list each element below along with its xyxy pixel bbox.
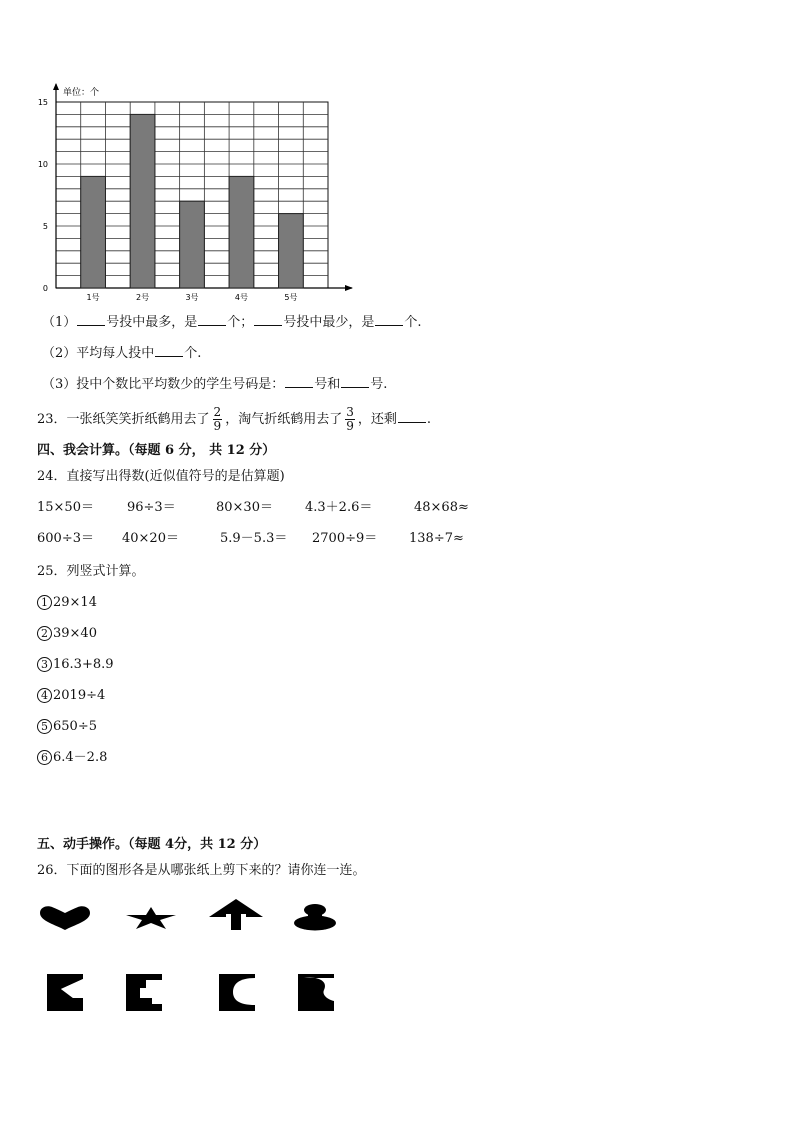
- answer-blank[interactable]: [341, 375, 369, 388]
- chart-bar: [180, 201, 205, 288]
- vertical-calc-item: 4 2019÷4: [37, 688, 105, 704]
- calc-item: 80×30＝: [216, 500, 273, 515]
- figure-eight-shape[interactable]: [292, 903, 338, 931]
- arrow-shape[interactable]: [208, 899, 264, 931]
- q22-part1: （1） 号投中最多，是 个； 号投中最少，是 个.: [42, 315, 422, 330]
- paper-triangle-notch[interactable]: [47, 974, 83, 1011]
- calc-item: 96÷3＝: [127, 500, 176, 515]
- calc-item: 2700÷9＝: [312, 531, 378, 546]
- q22-part2: （2）平均每人投中 个.: [42, 346, 202, 361]
- q22-part3: （3）投中个数比平均数少的学生号码是： 号和 号.: [42, 377, 388, 392]
- paper-curve-notch[interactable]: [298, 974, 334, 1011]
- vertical-calc-item: 1 29×14: [37, 595, 97, 611]
- bar-chart: [30, 80, 360, 305]
- answer-blank[interactable]: [254, 313, 282, 326]
- fraction-3-9: $\frac{3}{9}$: [346, 405, 354, 433]
- vertical-calc-item: 3 16.3+8.9: [37, 657, 114, 673]
- calc-item: 4.3＋2.6＝: [305, 500, 373, 515]
- chart-unit-label: 单位：个: [63, 88, 100, 98]
- calc-item: 15×50＝: [37, 500, 94, 515]
- question-25-title: 25．列竖式计算。: [37, 564, 145, 579]
- chart-x-tick-label: 2号: [135, 293, 150, 302]
- chart-y-tick-label: 10: [37, 160, 48, 169]
- chart-bar: [130, 114, 155, 288]
- answer-blank[interactable]: [285, 375, 313, 388]
- answer-blank[interactable]: [398, 410, 426, 423]
- chart-bar: [279, 214, 304, 288]
- star-shape[interactable]: [125, 906, 177, 930]
- question-26-title: 26．下面的图形各是从哪张纸上剪下来的？请你连一连。: [37, 863, 366, 878]
- chart-x-tick-label: 4号: [234, 293, 249, 302]
- answer-blank[interactable]: [198, 313, 226, 326]
- calc-item: 138÷7≈: [409, 531, 464, 546]
- chart-y-tick-label: 15: [37, 98, 48, 107]
- answer-blank[interactable]: [375, 313, 403, 326]
- chart-bar: [81, 176, 106, 288]
- question-23: 23．一张纸笑笑折纸鹤用去了 $\frac{2}{9}$ ，淘气折纸鹤用去了 $\frac{3}{9}$ ，还剩 .: [37, 405, 431, 433]
- calc-item: 5.9－5.3＝: [220, 531, 288, 546]
- section-4-title: 四、我会计算。（每题 6 分， 共 12 分）: [37, 443, 276, 458]
- chart-bar: [229, 176, 254, 288]
- chart-y-axis-arrow: [53, 83, 59, 90]
- chart-x-tick-label: 3号: [185, 293, 199, 302]
- chart-x-axis-arrow: [345, 285, 353, 291]
- calc-item: 40×20＝: [122, 531, 179, 546]
- calc-item: 600÷3＝: [37, 531, 94, 546]
- vertical-calc-item: 6 6.4－2.8: [37, 750, 107, 766]
- chart-x-tick-label: 1号: [86, 293, 100, 302]
- answer-blank[interactable]: [155, 344, 183, 357]
- paper-step-notch[interactable]: [126, 974, 162, 1011]
- vertical-calc-item: 2 39×40: [37, 626, 97, 642]
- section-5-title: 五、动手操作。（每题 4分，共 12 分）: [37, 837, 267, 852]
- vertical-calc-item: 5 650÷5: [37, 719, 97, 735]
- question-24-title: 24．直接写出得数(近似值符号的是估算题): [37, 469, 285, 484]
- paper-arc-notch[interactable]: [219, 974, 255, 1011]
- chart-y-tick-label: 0: [42, 284, 48, 293]
- answer-blank[interactable]: [77, 313, 105, 326]
- chart-y-tick-label: 5: [42, 222, 48, 231]
- fraction-2-9: $\frac{2}{9}$: [213, 405, 222, 433]
- calc-item: 48×68≈: [414, 500, 469, 515]
- heart-shape[interactable]: [38, 905, 92, 931]
- chart-x-tick-label: 5号: [284, 293, 298, 302]
